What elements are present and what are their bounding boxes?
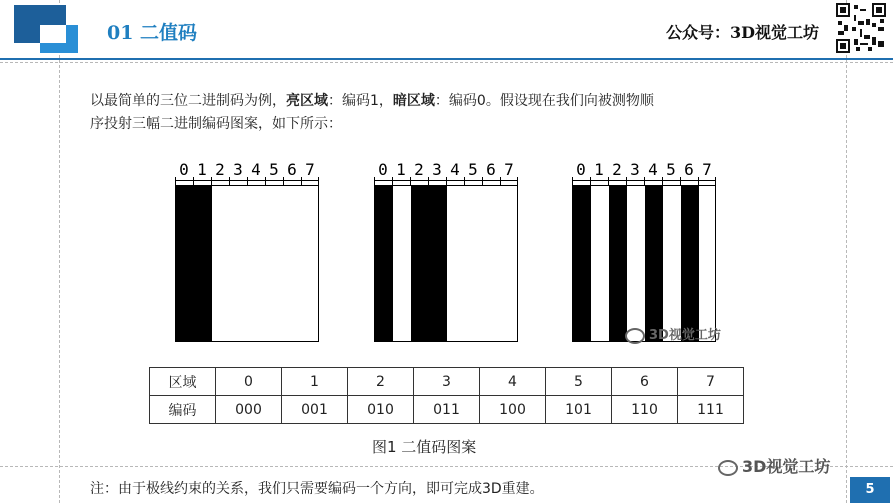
dark-stripe: [573, 186, 591, 341]
tick-ruler: [175, 177, 319, 185]
tick-mark: [193, 177, 194, 185]
account-name: 公众号：3D视觉工坊: [666, 23, 820, 42]
table-cell: 000: [216, 396, 282, 424]
table-cell: 111: [678, 396, 744, 424]
tick-mark: [517, 177, 518, 185]
tick-label: 3: [233, 160, 243, 179]
tick-label: 7: [305, 160, 315, 179]
tick-mark: [500, 177, 501, 185]
wechat-icon: [718, 460, 738, 476]
tick-label: 2: [215, 160, 225, 179]
tick-mark: [175, 177, 176, 185]
table-cell: 110: [612, 396, 678, 424]
tick-mark: [265, 177, 266, 185]
tick-mark: [662, 177, 663, 185]
tick-mark: [301, 177, 302, 185]
tick-label: 6: [287, 160, 297, 179]
stripe-pattern: [374, 185, 518, 342]
dark-stripe: [176, 186, 194, 341]
table-cell: 101: [546, 396, 612, 424]
table-cell: 001: [282, 396, 348, 424]
code-table: [149, 367, 744, 424]
tick-label: 0: [378, 160, 388, 179]
dark-stripe: [681, 186, 699, 341]
table-cell: 010: [348, 396, 414, 424]
tick-label: 6: [486, 160, 496, 179]
dark-stripe: [411, 186, 429, 341]
table-row-region: [150, 368, 744, 396]
table-cell: 3: [414, 368, 480, 396]
tick-mark: [283, 177, 284, 185]
tick-mark: [318, 177, 319, 185]
dark-stripe: [194, 186, 212, 341]
footer-note: 注：由于极线约束的关系，我们只需要编码一个方向，即可完成3D重建。: [90, 481, 544, 497]
tick-mark: [229, 177, 230, 185]
tick-mark: [715, 177, 716, 185]
table-cell: 2: [348, 368, 414, 396]
table-cell: 1: [282, 368, 348, 396]
tick-label: 4: [251, 160, 261, 179]
tick-mark: [464, 177, 465, 185]
dark-stripe: [429, 186, 447, 341]
wechat-icon: [625, 328, 645, 344]
tick-label: 1: [197, 160, 207, 179]
table-header-code: 编码: [150, 396, 216, 424]
tick-label: 0: [576, 160, 586, 179]
guide-line-top: [0, 62, 893, 63]
tick-mark: [572, 177, 573, 185]
tick-mark: [608, 177, 609, 185]
tick-mark: [482, 177, 483, 185]
table-cell: 100: [480, 396, 546, 424]
dark-stripe: [609, 186, 627, 341]
dark-stripe: [375, 186, 393, 341]
tick-mark: [392, 177, 393, 185]
tick-label: 7: [702, 160, 712, 179]
intro-paragraph: 以最简单的三位二进制码为例，亮区域：编码1，暗区域：编码0。假设现在我们向被测物顺 序投射三幅二进制编码图案，如下所示：: [90, 93, 654, 132]
tick-label: 2: [612, 160, 622, 179]
slide-title: 01 二值码: [107, 22, 198, 44]
stripe-pattern: [175, 185, 319, 342]
tick-label: 5: [666, 160, 676, 179]
tick-label: 4: [648, 160, 658, 179]
tick-label: 6: [684, 160, 694, 179]
tick-mark: [680, 177, 681, 185]
dark-stripe: [645, 186, 663, 341]
tick-label: 5: [269, 160, 279, 179]
tick-mark: [374, 177, 375, 185]
header-rule: [0, 58, 893, 60]
figure-watermark: 3D视觉工坊: [625, 324, 721, 344]
table-cell: 0: [216, 368, 282, 396]
pattern-panel-1: [175, 160, 319, 343]
bright-region-term: 亮区域: [286, 93, 328, 109]
tick-ruler: [572, 177, 716, 185]
tick-mark: [698, 177, 699, 185]
guide-line-left: [59, 0, 60, 503]
page-number: 5: [850, 477, 890, 503]
tick-label: 3: [630, 160, 640, 179]
tick-mark: [428, 177, 429, 185]
pattern-panel-2: [374, 160, 518, 343]
tick-label: 5: [468, 160, 478, 179]
tick-mark: [446, 177, 447, 185]
guide-line-right: [846, 0, 847, 503]
table-cell: 7: [678, 368, 744, 396]
footer-watermark: 3D视觉工坊: [718, 454, 830, 477]
tick-label: 0: [179, 160, 189, 179]
tick-labels: [572, 160, 716, 178]
tick-mark: [211, 177, 212, 185]
stripe-pattern: [572, 185, 716, 342]
table-row-code: [150, 396, 744, 424]
tick-label: 1: [594, 160, 604, 179]
dark-region-term: 暗区域: [392, 93, 435, 109]
table-cell: 5: [546, 368, 612, 396]
tick-mark: [410, 177, 411, 185]
tick-label: 7: [504, 160, 514, 179]
tick-labels: [175, 160, 319, 178]
table-cell: 4: [480, 368, 546, 396]
tick-label: 1: [396, 160, 406, 179]
tick-mark: [590, 177, 591, 185]
figure-caption: 图1 二值码图案: [372, 438, 477, 456]
table-cell: 011: [414, 396, 480, 424]
pattern-panel-3: [572, 160, 716, 343]
tick-label: 4: [450, 160, 460, 179]
tick-label: 3: [432, 160, 442, 179]
tick-ruler: [374, 177, 518, 185]
tick-mark: [247, 177, 248, 185]
qr-code-icon: [836, 3, 886, 53]
table-cell: 6: [612, 368, 678, 396]
table-header-region: 区域: [150, 368, 216, 396]
tick-mark: [644, 177, 645, 185]
tick-mark: [626, 177, 627, 185]
tick-labels: [374, 160, 518, 178]
tick-label: 2: [414, 160, 424, 179]
